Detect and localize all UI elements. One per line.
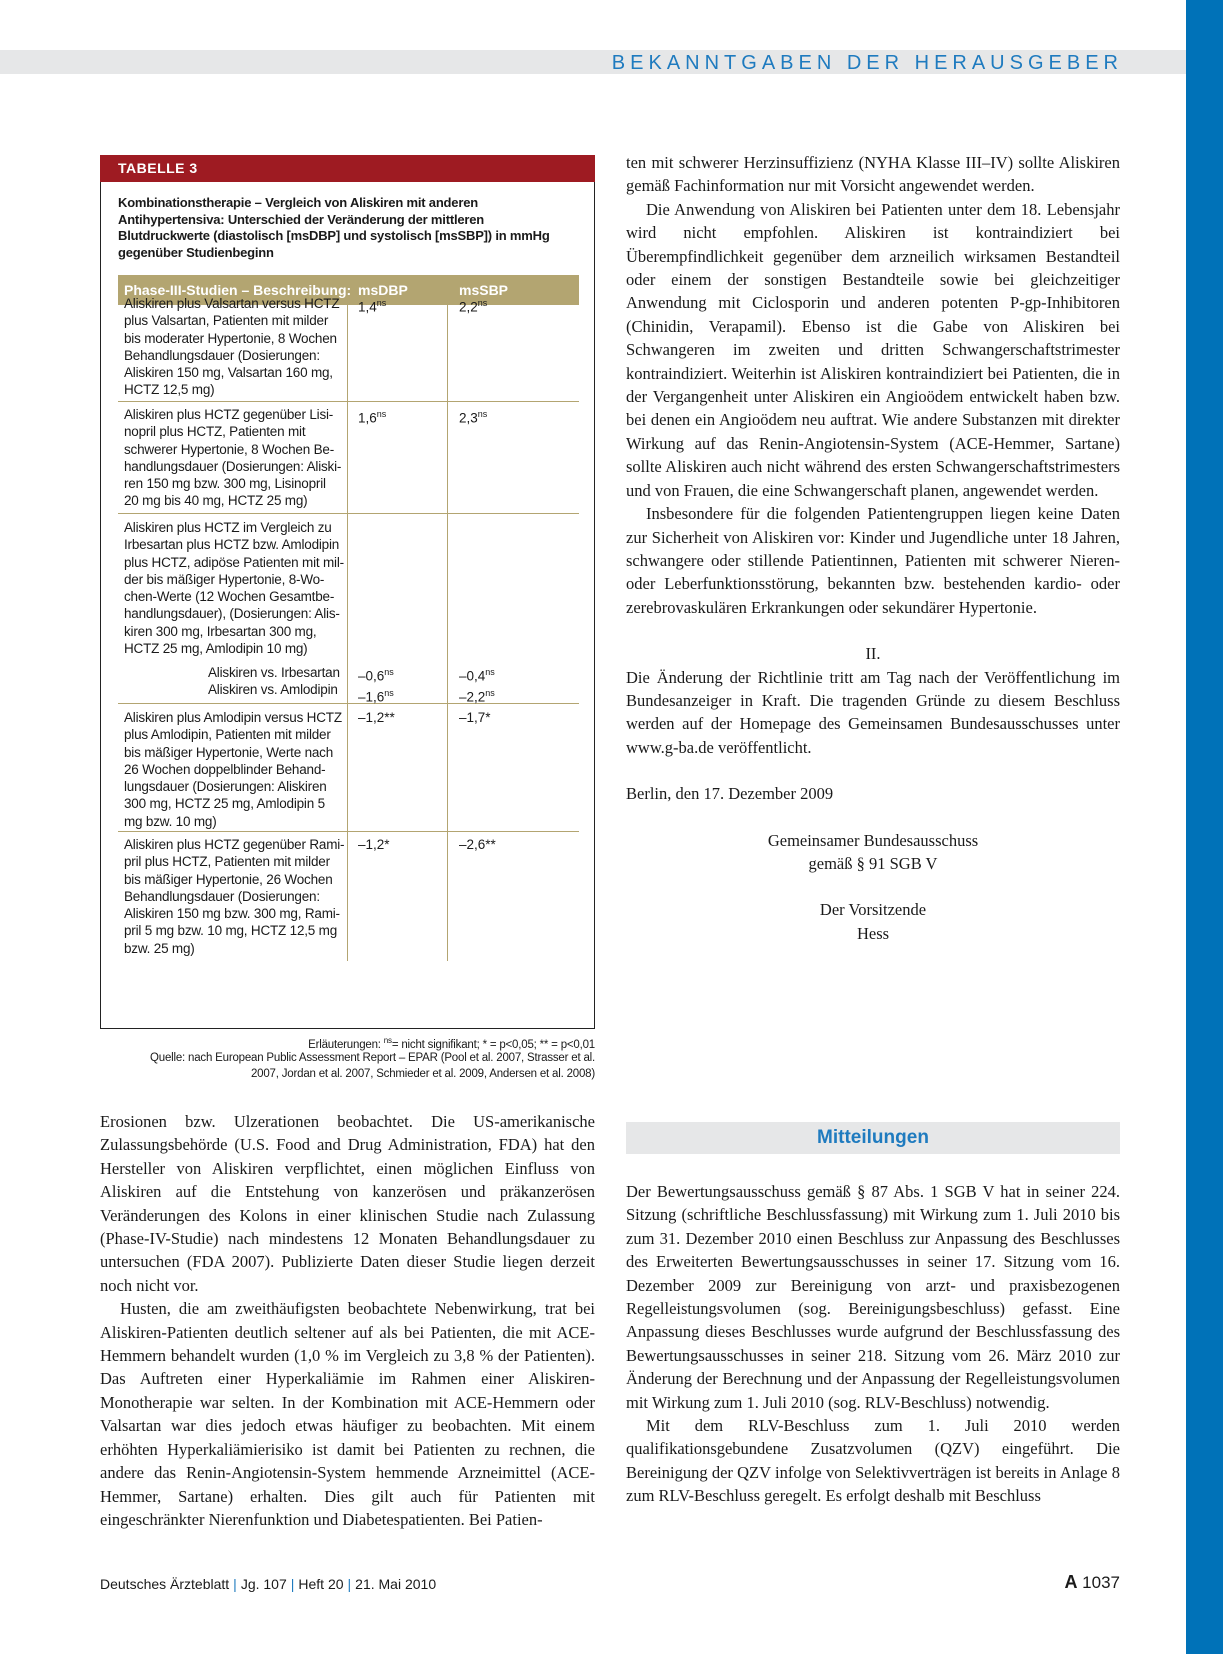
table-row-description: Aliskiren plus HCTZ im Vergleich zu Irbesartan plus HCTZ bzw. Amlodipin plus HCTZ, adipöse Patienten mit mil- der bis mäßiger Hypertonie, 8-Wo- chen-Werte (12 Wochen Gesamtbe- handlungsdauer), (Dosierungen: Alis- kiren 300 mg, Irbesartan 300 mg, HCTZ 25 mg, Amlodipin 10 mg) (124, 520, 344, 657)
signature-role: Der Vorsitzende (819, 900, 927, 920)
table-cell-mssbp: –1,7* (459, 710, 491, 725)
journal-name: Deutsches Ärzteblatt (100, 1576, 230, 1592)
paragraph: Husten, die am zweithäufigsten beobachtete Nebenwirkung, trat bei Aliskiren-Patienten deutlich seltener auf als bei Patienten, die mit ACE-Hemmern behandelt wurden (1,0 % im Vergleich zu 3,8 % der Patienten). Das Auftreten einer Hyperkaliämie im Rahmen einer Aliskiren-Monotherapie war selten. In der Kombination mit ACE-Hemmern oder Valsartan war dies jedoch etwas häufiger zu beobachten. Mit einem erhöhten Hyperkaliämierisiko ist damit bei Patienten zu rechnen, die andere das Renin-Angiotensin-System hemmende Arzneimittel (ACE-Hemmer, Sartane) erhalten. Dies gilt auch für Patienten mit eingeschränkter Nierenfunktion und Diabetespatienten. Bei Patien- (100, 1299, 595, 1529)
table-cell-msdbp: –1,2** (358, 710, 395, 725)
volume: Jg. 107 (240, 1576, 287, 1592)
table-cell-mssbp: $2,3^{ns}$ (459, 409, 488, 426)
paragraph: ten mit schwerer Herzinsuffizienz (NYHA Klasse III–IV) sollte Aliskiren gemäß Fachinformation nur mit Vorsicht angewendet werden. (626, 153, 1120, 196)
paragraph: Mit dem RLV-Beschluss zum 1. Juli 2010 werden qualifikationsgebundene Zusatzvolumen (QZV) eingeführt. Die Bereinigung der QZV infolge von Selektivverträgen ist bereits in Anlage 8 zum RLV-Beschluss geregelt. Es erfolgt deshalb mit Beschluss (626, 1416, 1120, 1506)
table-row-description: Aliskiren plus Amlodipin versus HCTZ plus Amlodipin, Patienten mit milder bis mäßiger Hypertonie, Werte nach 26 Wochen doppelblinder Behand- lungsdauer (Dosierungen: Aliskiren 300 mg, HCTZ 25 mg, Amlodipin 5 mg bzw. 10 mg) (124, 710, 342, 829)
table-cell-msdbp: $1,6^{ns}$ (358, 409, 387, 426)
table-caption: Kombinationstherapie – Vergleich von Aliskiren mit anderen Antihypertensiva: Unterschied der Veränderung der mittleren Blutdruckwerte (diastolisch [msDBP] und systolisch [msSBP]) in mmHg gegenüber Studienbeginn (118, 195, 550, 260)
table-row-subcomparisons: Aliskiren vs. Irbesartan Aliskiren vs. Amlodipin (208, 665, 340, 698)
row-divider (118, 513, 579, 514)
row-divider (118, 401, 579, 402)
table-header-mssbp: msSBP (459, 282, 509, 298)
edge-color-bar (1186, 0, 1223, 1654)
paragraph: Insbesondere für die folgenden Patientengruppen liegen keine Daten zur Sicherheit von Aliskiren vor: Kinder und Jugendliche unter 18 Jahren, schwangere oder stillende Patientinnen, Patienten mit schwerer Nieren- oder Leberfunktionsstörung, bekannten bzw. bestehenden kardio- oder zerebrovaskulären Erkrankungen oder sekundärer Hypertonie. (626, 504, 1120, 617)
table-cell-mssbp: $-0,4^{ns}$ $-2,2^{ns}$ (459, 667, 495, 705)
table-cell-msdbp: $-0,6^{ns}$ $-1,6^{ns}$ (358, 667, 394, 705)
table-cell-msdbp: –1,2* (358, 837, 390, 852)
organization-legal-basis: gemäß § 91 SGB V (808, 853, 938, 873)
page-number: A 1037 (1064, 1572, 1120, 1592)
table-row-description: Aliskiren plus Valsartan versus HCTZ plus Valsartan, Patienten mit milder bis moderater Hypertonie, 8 Wochen Behandlungsdauer (Dosierungen: Aliskiren 150 mg, Valsartan 160 mg, HCTZ 12,5 mg) (124, 296, 340, 398)
right-column-text (626, 151, 1120, 945)
page-footer: Deutsches Ärzteblatt | Jg. 107 | Heft 20 | 21. Mai 2010 (100, 1576, 437, 1592)
table-row-description: Aliskiren plus HCTZ gegenüber Lisi- nopril plus HCTZ, Patienten mit schwerer Hypertonie, 8 Wochen Be- handlungsdauer (Dosierungen: Aliski- ren 150 mg bzw. 300 mg, Lisinopril 20 mg bis 40 mg, HCTZ 25 mg) (124, 407, 342, 509)
section-number: II. (865, 644, 881, 664)
table-legend-note: Erläuterungen: $^{ns}$= nicht signifikant; * = p<0,05; ** = p<0,01 (308, 1036, 595, 1051)
issue-date: 21. Mai 2010 (355, 1576, 437, 1592)
table-cell-msdbp: $1,4^{ns}$ (358, 298, 387, 315)
row-divider (118, 831, 579, 832)
paragraph: Die Anwendung von Aliskiren bei Patienten unter dem 18. Lebensjahr wird nicht empfohlen. Aliskiren ist kontraindiziert bei Überempfindlichkeit gegenüber dem arzneilich wirksamen Bestandteil oder einem der sonstigen Bestandteile sowie bei gleichzeitiger Anwendung mit Ciclosporin und anderen potenten P-gp-Inhibitoren (Chinidin, Verapamil). Ebenso ist die Gabe von Aliskiren bei Schwangeren im zweiten und dritten Schwangerschaftstrimester kontraindiziert. Weiterhin ist Aliskiren kontraindiziert bei Patienten, die in der Vergangenheit unter Aliskiren ein Angioödem entwickelt haben bzw. bei denen ein Angioödem neu auftrat. Wie andere Substanzen mit direkter Wirkung auf das Renin-Angiotensin-System (ACE-Hemmer, Sartane) sollte Aliskiren auch nicht während des ersten Schwangerschaftstrimesters und von Frauen, die eine Schwangerschaft planen, angewendet werden. (626, 199, 1120, 500)
signature-name: Hess (856, 923, 890, 943)
row-divider (118, 703, 579, 704)
table-cell-mssbp: –2,6** (459, 837, 496, 852)
mitteilungen-text (626, 1180, 1120, 1508)
left-column-text (100, 1110, 595, 1531)
organization-name: Gemeinsamer Bundesausschuss (767, 830, 979, 850)
column-divider (347, 305, 348, 961)
place-date: Berlin, den 17. Dezember 2009 (626, 784, 834, 804)
mitteilungen-heading: Mitteilungen (626, 1122, 1120, 1154)
section-title: BEKANNTGABEN DER HERAUSGEBER (611, 52, 1123, 74)
issue: Heft 20 (298, 1576, 344, 1592)
column-divider (447, 305, 448, 961)
table-source-note: Quelle: nach European Public Assessment Report – EPAR (Pool et al. 2007, Strasser et al. 2007, Jordan et al. 2007, Schmieder et al. 2009, Andersen et al. 2008) (150, 1052, 595, 1080)
paragraph: Der Bewertungsausschuss gemäß § 87 Abs. 1 SGB V hat in seiner 224. Sitzung (schriftliche Beschlussfassung) mit Wirkung zum 1. Juli 2010 bis zum 31. Dezember 2010 einen Beschluss zur Anpassung des Beschlusses des Erweiterten Bewertungsausschusses in seiner 17. Sitzung vom 16. Dezember 2009 zur Bereinigung von arzt- und praxisbezogenen Regelleistungsvolumen (sog. Bereinigungsbeschluss) gefasst. Eine Anpassung dieses Beschlusses wurde aufgrund der Beschlussfassung des Bewertungsausschusses in seiner 218. Sitzung vom 26. März 2010 zur Änderung der Berechnung und der Anpassung der Regelleistungsvolumen mit Wirkung zum 1. Juli 2010 (sog. RLV-Beschluss) notwendig. (626, 1182, 1120, 1412)
table-header-description: Phase-III-Studien – Beschreibung: (124, 282, 352, 298)
paragraph: Erosionen bzw. Ulzerationen beobachtet. Die US-amerikanische Zulassungsbehörde (U.S. Food and Drug Administration, FDA) hat den Hersteller von Aliskiren verpflichtet, einen möglichen Einfluss von Aliskiren auf die Entstehung von kanzerösen und präkanzerösen Veränderungen des Kolons in einer klinischen Studie nach Zulassung (Phase-IV-Studie) nach mindestens 12 Monaten Behandlungsdauer zu untersuchen (FDA 2007). Publizierte Daten dieser Studie liegen derzeit noch nicht vor. (100, 1112, 595, 1295)
paragraph: Die Änderung der Richtlinie tritt am Tag nach der Veröffentlichung im Bundesanzeiger in Kraft. Die tragenden Gründe zu diesem Beschluss werden auf der Homepage des Gemeinsamen Bundesausschusses unter www.g-ba.de veröffentlicht. (626, 667, 1120, 757)
table-label: TABELLE 3 (100, 155, 595, 182)
table-row-description: Aliskiren plus HCTZ gegenüber Rami- pril plus HCTZ, Patienten mit milder bis mäßiger Hypertonie, 26 Wochen Behandlungsdauer (Dosierungen: Aliskiren 150 mg bzw. 300 mg, Rami- pril 5 mg bzw. 10 mg, HCTZ 12,5 mg bzw. 25 mg) (124, 837, 345, 956)
table-header-msdbp: msDBP (358, 282, 408, 298)
table-cell-mssbp: $2,2^{ns}$ (459, 298, 488, 315)
